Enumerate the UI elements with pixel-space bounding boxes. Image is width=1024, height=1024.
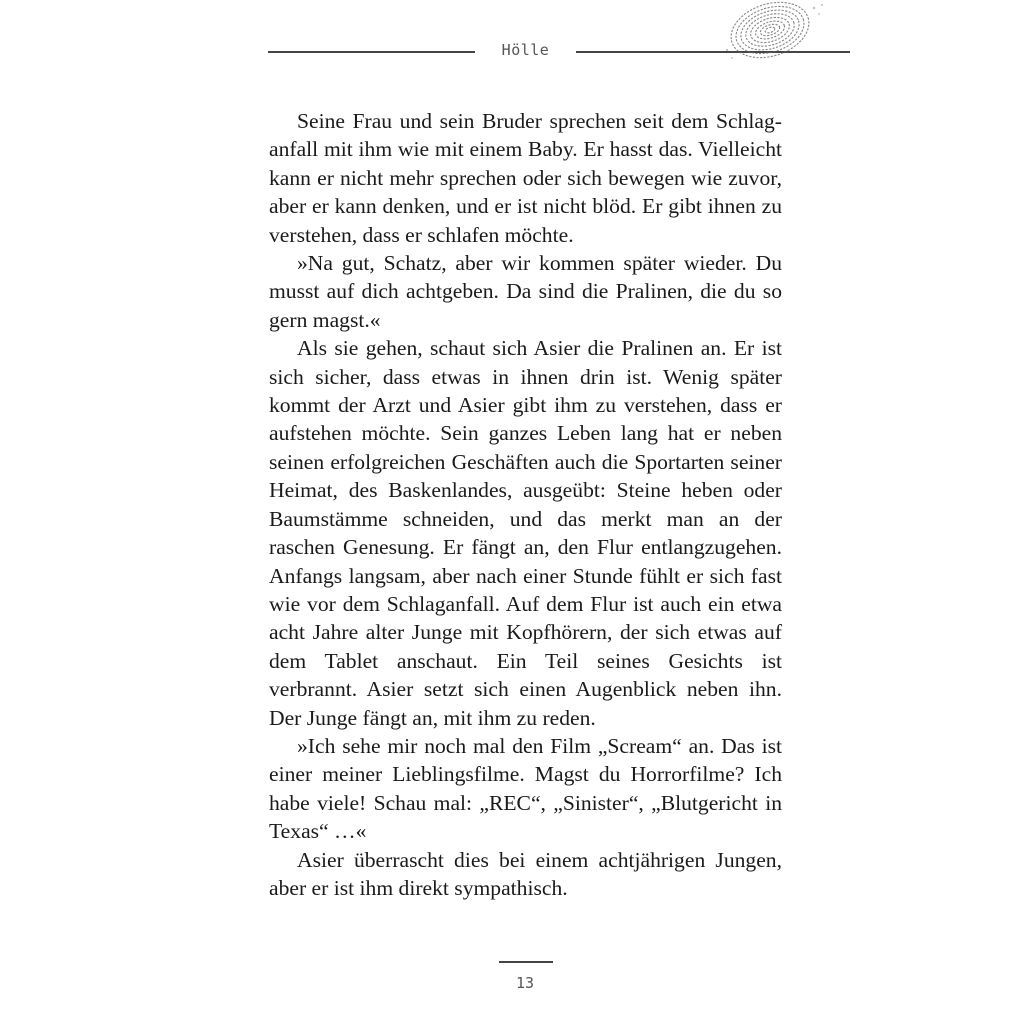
- body-text: [269, 107, 782, 902]
- footer-rule: [499, 961, 553, 963]
- running-head: Hölle: [501, 41, 550, 59]
- paragraph: Asier überrascht dies bei einem achtjährigen Jungen, aber er ist ihm direkt sympathisch.: [269, 847, 782, 900]
- header-rule-left: [268, 51, 475, 53]
- page-number: 13: [515, 974, 535, 992]
- paragraph: Als sie gehen, schaut sich Asier die Pralinen an. Er ist sich sicher, dass etwas in ihnen drin ist. Wenig später kommt der Arzt und Asier gibt ihm zu verstehen, dass er aufstehen möchte. Sein ganzes Leben lang hat er neben seinen erfolgreichen Geschäften auch die Sportarten seiner Heimat, des Baskenlandes, ausgeübt: Steine heben oder Baumstämme schneiden, und das merkt man an der raschen Genesung. Er fängt an, den Flur entlangzugehen. Anfangs langsam, aber nach einer Stunde fühlt er sich fast wie vor dem Schlaganfall. Auf dem Flur ist auch ein etwa acht Jahre alter Junge mit Kopfhörern, der sich etwas auf dem Tablet anschaut. Ein Teil seines Gesichts ist verbrannt. Asier setzt sich einen Augenblick neben ihn. Der Junge fängt an, mit ihm zu reden.: [269, 336, 782, 730]
- paragraph: Seine Frau und sein Bruder sprechen seit dem Schlaganfall mit ihm wie mit einem Baby. Er hasst das. Vielleicht kann er nicht mehr sprechen oder sich bewegen wie zuvor, aber er kann denken, und er ist nicht blöd. Er gibt ihnen zu verstehen, dass er schlafen möchte.: [269, 109, 782, 247]
- fingerprint-icon: [718, 0, 830, 66]
- paragraph: »Ich sehe mir noch mal den Film „Scream“ an. Das ist einer meiner Lieblingsfilme. Magst du Horrorfilme? Ich habe viele! Schau mal: „REC“, „Sinister“, „Blutgericht in Texas“ …«: [269, 733, 782, 844]
- paragraph: »Na gut, Schatz, aber wir kommen später wieder. Du musst auf dich achtgeben. Da sind die Pralinen, die du so gern magst.«: [269, 251, 782, 332]
